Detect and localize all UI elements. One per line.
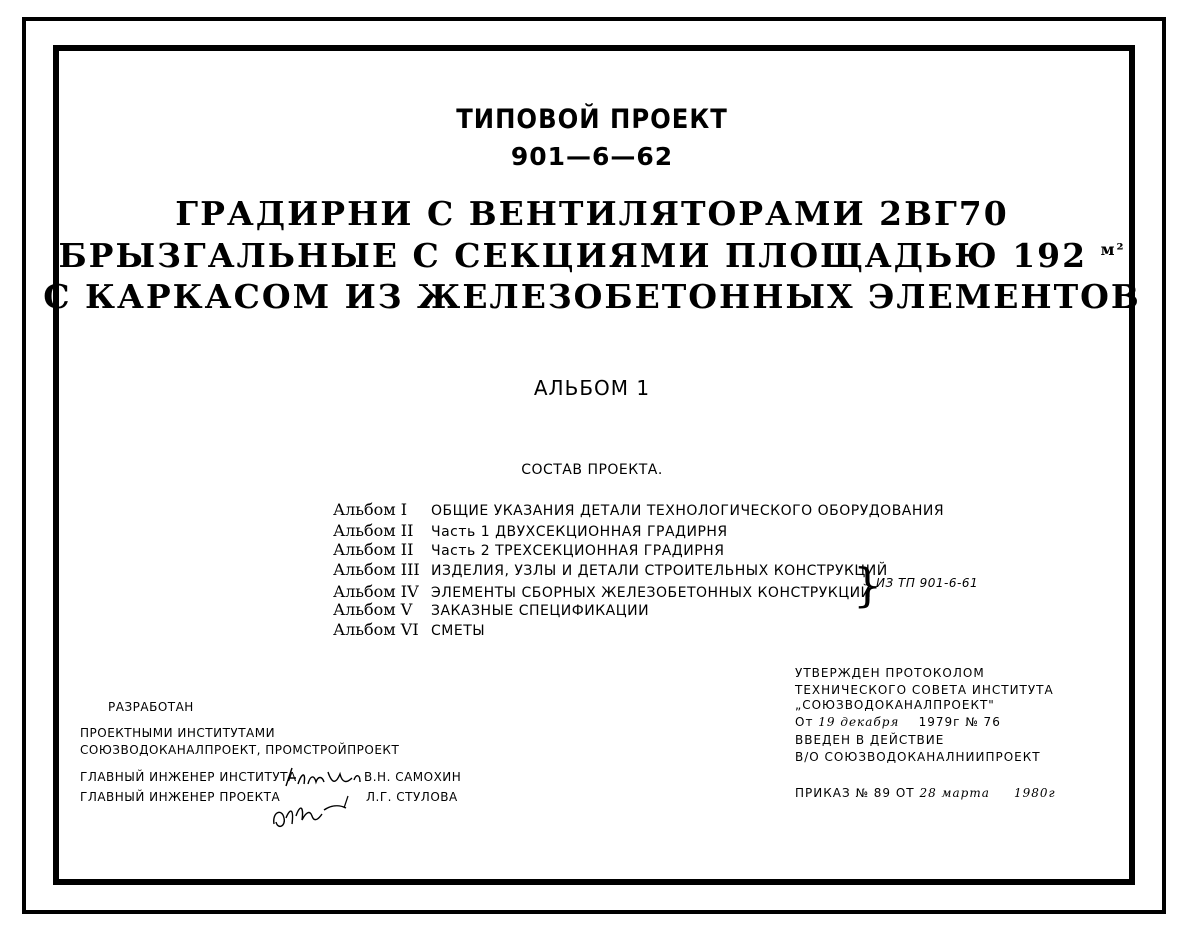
order-date: 28 марта	[919, 786, 990, 800]
toc-text: Часть 1 ДВУХСЕКЦИОННАЯ ГРАДИРНЯ	[431, 524, 728, 540]
chief-engineer-institute-name: В.Н. САМОХИН	[364, 770, 462, 784]
title-line-2	[0, 236, 1184, 275]
toc-row	[333, 500, 944, 519]
toc-volume: Альбом III	[333, 560, 420, 579]
toc-text: Часть 2 ТРЕХСЕКЦИОННАЯ ГРАДИРНЯ	[431, 543, 725, 559]
chief-engineer-institute-role: ГЛАВНЫЙ ИНЖЕНЕР ИНСТИТУТА	[80, 770, 297, 784]
approval-line-5: ВВЕДЕН В ДЕЙСТВИЕ	[795, 733, 945, 747]
brace-symbol: }	[853, 558, 883, 612]
approval-number: № 76	[965, 715, 1001, 729]
approval-line-6: В/О СОЮЗВОДОКАНАЛНИИПРОЕКТ	[795, 750, 1041, 764]
toc-row	[333, 582, 872, 601]
approval-line-2: ТЕХНИЧЕСКОГО СОВЕТА ИНСТИТУТА	[795, 683, 1054, 697]
doc-number: 901—6—62	[510, 142, 674, 171]
approval-date: 19 декабря	[818, 715, 900, 729]
toc-text: ИЗДЕЛИЯ, УЗЛЫ И ДЕТАЛИ СТРОИТЕЛЬНЫХ КОНСТРУКЦИЙ	[431, 563, 888, 579]
toc-volume: Альбом VI	[333, 620, 419, 639]
approval-date-prefix: От	[795, 715, 814, 729]
doc-type: ТИПОВОЙ ПРОЕКТ	[456, 104, 728, 135]
brace-note: ИЗ ТП 901-6-61	[876, 576, 979, 590]
approval-line-3: „СОЮЗВОДОКАНАЛПРОЕКТ"	[795, 698, 995, 712]
chief-engineer-project-role: ГЛАВНЫЙ ИНЖЕНЕР ПРОЕКТА	[80, 790, 281, 804]
title-line-2-text: БРЫЗГАЛЬНЫЕ С СЕКЦИЯМИ ПЛОЩАДЬЮ 192	[58, 236, 1088, 275]
toc-text: СМЕТЫ	[431, 623, 486, 639]
title-line-1: ГРАДИРНИ С ВЕНТИЛЯТОРАМИ 2ВГ70	[175, 194, 1009, 233]
title-line-2-unit: м²	[1100, 240, 1126, 259]
toc-row	[333, 600, 649, 619]
toc-row	[333, 620, 485, 639]
title-line-3: С КАРКАСОМ ИЗ ЖЕЛЕЗОБЕТОННЫХ ЭЛЕМЕНТОВ	[43, 277, 1141, 316]
order-year: 1980г	[1013, 786, 1056, 800]
toc-volume: Альбом II	[333, 540, 414, 559]
toc-volume: Альбом I	[333, 500, 408, 519]
developed-line-2: СОЮЗВОДОКАНАЛПРОЕКТ, ПРОМСТРОЙПРОЕКТ	[80, 743, 400, 757]
toc-text: ЗАКАЗНЫЕ СПЕЦИФИКАЦИИ	[431, 603, 650, 619]
toc-row	[333, 540, 724, 559]
approval-year: 1979г	[918, 715, 961, 729]
toc-text: ОБЩИЕ УКАЗАНИЯ ДЕТАЛИ ТЕХНОЛОГИЧЕСКОГО ОБОРУДОВАНИЯ	[431, 503, 945, 519]
toc-volume: Альбом IV	[333, 582, 419, 601]
toc-row	[333, 521, 728, 540]
developed-line-1: ПРОЕКТНЫМИ ИНСТИТУТАМИ	[80, 726, 276, 740]
signature-institute	[284, 762, 362, 792]
album-label: АЛЬБОМ 1	[533, 376, 651, 400]
order-prefix: ПРИКАЗ № 89 ОТ	[795, 786, 915, 800]
order-line	[795, 786, 1056, 800]
toc-row	[333, 560, 888, 579]
chief-engineer-project-name: Л.Г. СТУЛОВА	[366, 790, 458, 804]
toc-volume: Альбом II	[333, 521, 414, 540]
toc-text: ЭЛЕМЕНТЫ СБОРНЫХ ЖЕЛЕЗОБЕТОННЫХ КОНСТРУКЦИЙ	[431, 585, 872, 601]
developed-heading: РАЗРАБОТАН	[108, 700, 194, 714]
approval-line-1: УТВЕРЖДЕН ПРОТОКОЛОМ	[795, 666, 985, 680]
signature-project	[268, 794, 358, 834]
composition-heading: СОСТАВ ПРОЕКТА.	[521, 462, 663, 478]
toc-volume: Альбом V	[333, 600, 413, 619]
approval-line-4	[795, 715, 1001, 729]
